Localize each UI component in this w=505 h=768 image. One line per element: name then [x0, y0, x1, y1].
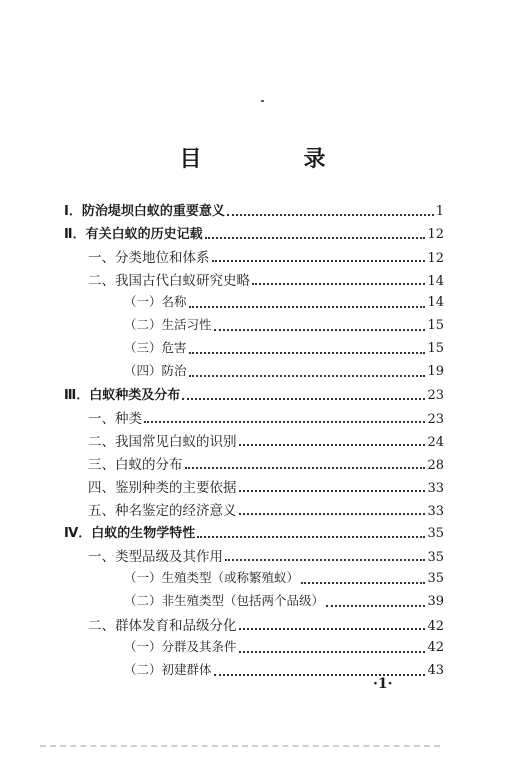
toc-entry-label: 二、我国常见白蚁的识别 — [88, 434, 237, 450]
print-speck — [261, 100, 264, 102]
toc-entry — [64, 292, 444, 315]
toc-entry — [64, 522, 444, 545]
toc-entry-page: 23 — [427, 412, 444, 427]
toc-entry-label: 一、类型品级及其作用 — [88, 549, 223, 565]
toc-entry-label: 一、分类地位和体系 — [88, 250, 210, 266]
toc-entry-page: 35 — [427, 550, 444, 565]
toc-entry-page: 15 — [427, 341, 444, 356]
toc-entry — [64, 476, 444, 499]
toc-entry-page: 35 — [427, 571, 444, 586]
dot-leader — [239, 513, 426, 515]
toc-entry — [64, 545, 444, 568]
toc-entry — [64, 384, 444, 407]
dot-leader — [205, 237, 426, 239]
toc-entry — [64, 315, 444, 338]
toc-entry-label: Ⅰ．防治堤坝白蚁的重要意义 — [64, 204, 225, 219]
toc-entry-label: （二）生活习性 — [124, 317, 212, 332]
toc-entry-page: 14 — [427, 295, 444, 310]
dot-leader — [197, 536, 425, 538]
toc-entry-label: 二、群体发育和品级分化 — [88, 618, 237, 634]
table-of-contents — [64, 200, 444, 683]
toc-entry — [64, 430, 444, 453]
toc-entry-label: （四）防治 — [124, 363, 187, 378]
dot-leader — [301, 582, 425, 584]
page-number: ·1· — [373, 676, 393, 692]
toc-entry — [64, 338, 444, 361]
toc-entry-label: 三、白蚁的分布 — [88, 457, 183, 473]
toc-entry-page: 19 — [427, 364, 444, 379]
toc-entry — [64, 269, 444, 292]
toc-entry — [64, 200, 444, 223]
toc-entry — [64, 223, 444, 246]
scan-edge-artifact — [40, 745, 440, 747]
dot-leader — [214, 674, 426, 676]
toc-entry-page: 33 — [427, 504, 444, 519]
toc-entry — [64, 499, 444, 522]
dot-leader — [239, 490, 426, 492]
toc-entry-page: 28 — [427, 458, 444, 473]
dot-leader — [252, 283, 425, 285]
toc-entry-label: （一）名称 — [124, 294, 187, 309]
toc-entry-page: 39 — [427, 594, 444, 609]
toc-entry — [64, 361, 444, 384]
dot-leader — [189, 352, 426, 354]
toc-entry-page: 33 — [427, 481, 444, 496]
toc-entry — [64, 614, 444, 637]
toc-entry-label: 五、种名鉴定的经济意义 — [88, 503, 237, 519]
toc-entry-page: 42 — [427, 640, 444, 655]
toc-entry-page: 14 — [427, 274, 444, 289]
toc-entry-label: 二、我国古代白蚁研究史略 — [88, 273, 250, 289]
toc-entry-label: 四、鉴别种类的主要依据 — [88, 480, 237, 496]
dot-leader — [326, 605, 425, 607]
dot-leader — [182, 398, 425, 400]
toc-entry-label: Ⅱ．有关白蚁的历史记载 — [64, 227, 203, 242]
dot-leader — [189, 306, 426, 308]
toc-entry-page: 12 — [427, 227, 444, 242]
toc-entry-label: （一）分群及其条件 — [124, 639, 237, 654]
dot-leader — [189, 375, 426, 377]
toc-entry-label: Ⅳ．白蚁的生物学特性 — [64, 526, 196, 541]
toc-entry — [64, 453, 444, 476]
toc-entry-label: Ⅲ．白蚁种类及分布 — [64, 388, 181, 403]
toc-entry — [64, 246, 444, 269]
toc-entry — [64, 568, 444, 591]
dot-leader — [239, 628, 426, 630]
toc-entry-page: 15 — [427, 318, 444, 333]
dot-leader — [225, 559, 425, 561]
toc-entry-label: 一、种类 — [88, 411, 142, 427]
page-title: 目 录 — [179, 147, 366, 172]
dot-leader — [212, 260, 426, 262]
toc-entry-label: （二）非生殖类型（包括两个品级） — [124, 593, 325, 608]
dot-leader — [144, 421, 425, 423]
dot-leader — [185, 467, 426, 469]
dot-leader — [239, 444, 426, 446]
toc-entry-page: 23 — [427, 388, 444, 403]
toc-entry-label: （一）生殖类型（或称繁殖蚁） — [124, 570, 300, 585]
toc-entry — [64, 591, 444, 614]
toc-entry — [64, 637, 444, 660]
toc-entry-page: 1 — [435, 204, 444, 219]
toc-entry-page: 12 — [427, 251, 444, 266]
toc-entry-page: 43 — [427, 663, 444, 678]
dot-leader — [227, 214, 434, 216]
toc-entry-label: （二）初建群体 — [124, 662, 212, 677]
toc-entry-page: 35 — [427, 526, 444, 541]
toc-entry-page: 24 — [427, 435, 444, 450]
toc-entry — [64, 407, 444, 430]
toc-entry-page: 42 — [427, 619, 444, 634]
toc-entry-label: （三）危害 — [124, 340, 187, 355]
dot-leader — [214, 329, 426, 331]
dot-leader — [239, 651, 426, 653]
